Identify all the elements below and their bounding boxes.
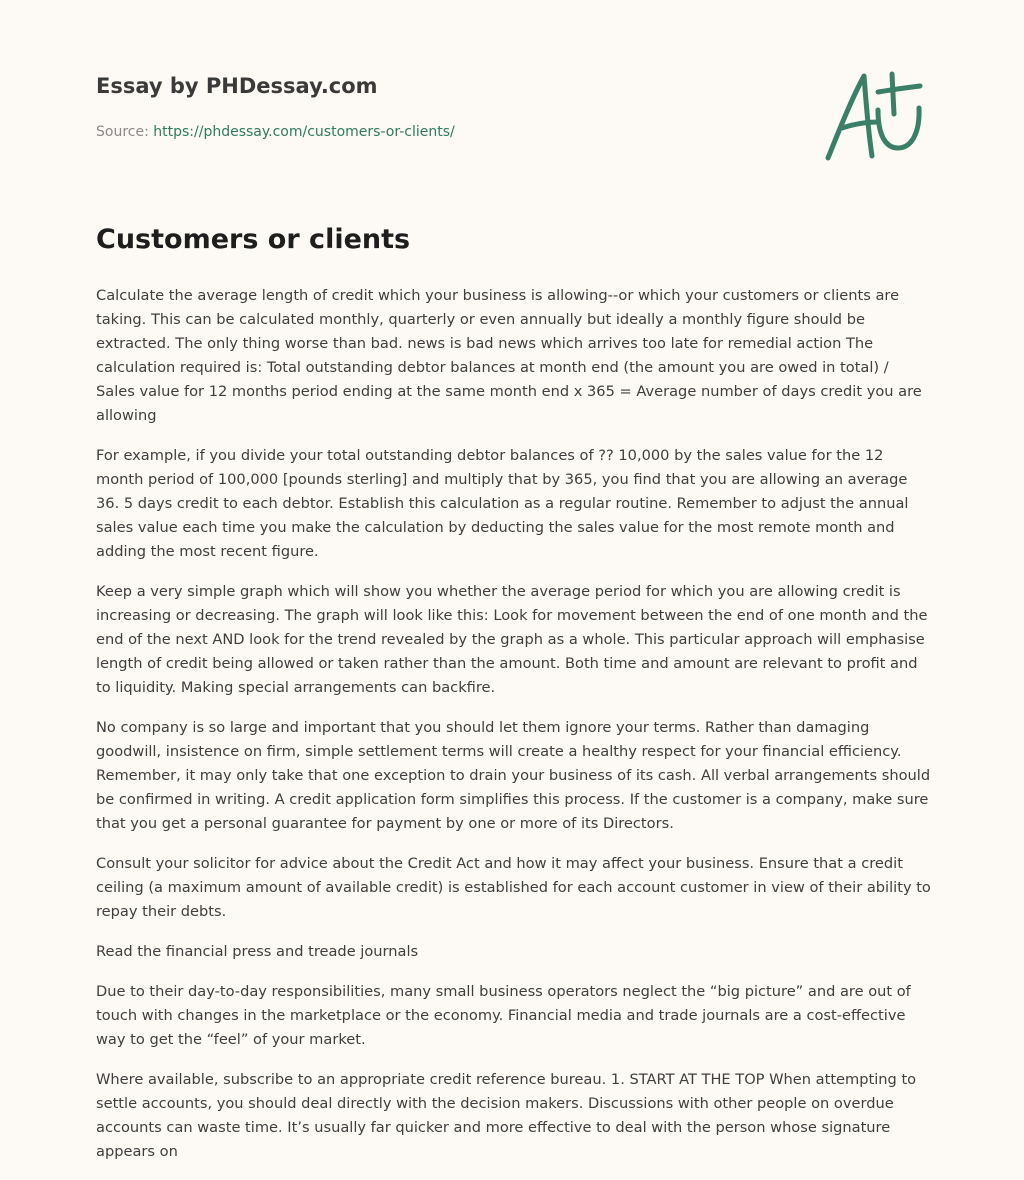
source-line bbox=[96, 124, 455, 140]
source-label: Source: bbox=[96, 124, 149, 140]
essay-paragraph: Due to their day-to-day responsibilities, many small business operators neglect the “big picture” and are out of touch with changes in the marketplace or the economy. Financial media and trade journals are a cost-effective way to get the “feel” of your market. bbox=[96, 983, 911, 1048]
site-title: Essay by PHDessay.com bbox=[96, 74, 378, 98]
a-plus-logo-icon bbox=[822, 66, 926, 166]
essay-paragraph: Keep a very simple graph which will show you whether the average period for which you are allowing credit is increasing or decreasing. The graph will look like this: Look for movement between the end of one month and the end of the next AND look for the trend revealed by the graph as a whole. This particular approach will emphasise length of credit being allowed or taken rather than the amount. Both time and amount are relevant to profit and to liquidity. Making special arrangements can backfire. bbox=[96, 583, 928, 696]
essay-body bbox=[96, 284, 932, 1180]
essay-paragraph: Calculate the average length of credit which your business is allowing--or which your customers or clients are taking. This can be calculated monthly, quarterly or even annually but ideally a monthly figure should be extracted. The only thing worse than bad. news is bad news which arrives too late for remedial action The calculation required is: Total outstanding debtor balances at month end (the amount you are owed in total) / Sales value for 12 months period ending at the same month end x 365 = Average number of days credit you are allowing bbox=[96, 287, 922, 424]
essay-title: Customers or clients bbox=[96, 224, 411, 255]
essay-paragraph: For example, if you divide your total outstanding debtor balances of ?? 10,000 by the sales value for the 12 month period of 100,000 [pounds sterling] and multiply that by 365, you find that you are allowing an average 36. 5 days credit to each debtor. Establish this calculation as a regular routine. Remember to adjust the annual sales value each time you make the calculation by deducting the sales value for the most remote month and adding the most recent figure. bbox=[96, 447, 909, 560]
essay-paragraph: Where available, subscribe to an appropriate credit reference bureau. 1. START AT THE TOP When attempting to settle accounts, you should deal directly with the decision makers. Discussions with other people on overdue accounts can waste time. It’s usually far quicker and more effective to deal with the person whose signature appears on bbox=[96, 1071, 917, 1160]
essay-paragraph: Consult your solicitor for advice about the Credit Act and how it may affect your business. Ensure that a credit ceiling (a maximum amount of available credit) is established for each account customer in view of their ability to repay their debts. bbox=[96, 855, 931, 920]
source-link[interactable]: https://phdessay.com/customers-or-clients/ bbox=[153, 124, 455, 140]
essay-paragraph: No company is so large and important that you should let them ignore your terms. Rather than damaging goodwill, insistence on firm, simple settlement terms will create a healthy respect for your financial efficiency. Remember, it may only take that one exception to drain your business of its cash. All verbal arrangements should be confirmed in writing. A credit application form simplifies this process. If the customer is a company, make sure that you get a personal guarantee for payment by one or more of its Directors. bbox=[96, 719, 931, 832]
essay-paragraph: Read the financial press and treade journals bbox=[96, 943, 419, 960]
